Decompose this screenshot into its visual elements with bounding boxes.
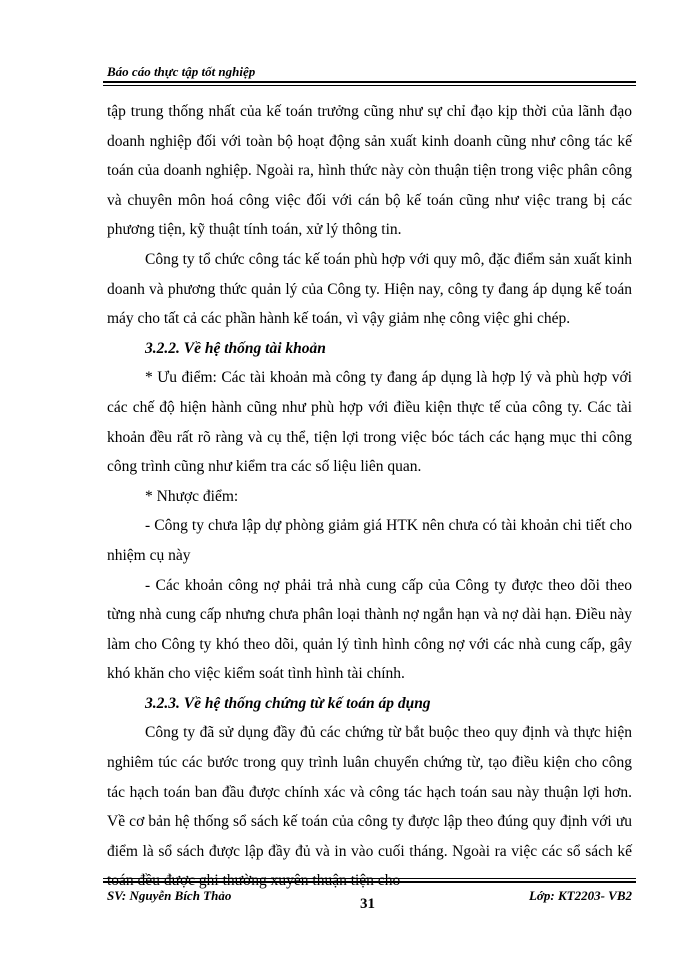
footer-class-code: Lớp: KT2203- VB2 <box>528 888 632 903</box>
section-heading-3-2-3: 3.2.3. Về hệ thống chứng từ kế toán áp dụng <box>145 694 431 712</box>
paragraph-accounting-organization: Công ty tổ chức công tác kế toán phù hợp với quy mô, đặc điểm sản xuất kinh doanh và phương thức quản lý của Công ty. Hiện nay, công ty đang áp dụng kế toán máy cho tất cả các phần hành kế toán, vì vậy giảm nhẹ công việc ghi chép. <box>107 250 632 328</box>
footer-rule-thin <box>103 878 636 879</box>
header-rule-thick <box>103 81 636 83</box>
document-body <box>107 97 632 896</box>
paragraph-disadvantage-1: - Công ty chưa lập dự phòng giảm giá HTK nên chưa có tài khoản chi tiết cho nhiệm cụ này <box>107 517 632 564</box>
footer-rule-thick <box>103 881 636 883</box>
paragraph-advantages: * Ưu điểm: Các tài khoản mà công ty đang áp dụng là hợp lý và phù hợp với các chế độ hiện hành cũng như phù hợp với điều kiện thực tế của công ty. Các tài khoản đều rất rõ ràng và cụ thể, tiện lợi trong việc bóc tách các hạng mục thi công công trình cũng như kiểm tra các số liệu liên quan. <box>107 369 632 476</box>
footer-student-name: SV: Nguyễn Bích Thảo <box>107 888 232 903</box>
paragraph-disadvantages-label: * Nhược điểm: <box>145 487 239 505</box>
section-heading-3-2-2: 3.2.2. Về hệ thống tài khoản <box>145 339 326 357</box>
paragraph-documents: Công ty đã sử dụng đầy đủ các chứng từ bắt buộc theo quy định và thực hiện nghiêm túc các bước trong quy trình luân chuyển chứng từ, tạo điều kiện cho công tác hạch toán ban đầu được chính xác và công tác hạch toán sau này thuận lợi hơn. Về cơ bản hệ thống sổ sách kế toán của công ty được lập theo đúng quy định với ưu điểm là sổ sách được lập đầy đủ và in vào cuối tháng. Ngoài ra việc các sổ sách kế <box>107 724 632 860</box>
page-footer <box>107 888 632 918</box>
header-rule-thin <box>103 85 636 86</box>
page-number: 31 <box>360 896 375 912</box>
running-header-title: Báo cáo thực tập tốt nghiệp <box>107 64 256 79</box>
paragraph-continuation: tập trung thống nhất của kế toán trưởng cũng như sự chỉ đạo kịp thời của lãnh đạo doanh nghiệp đối với toàn bộ hoạt động sản xuất kinh doanh cũng như công tác kế toán của doanh nghiệp. Ngoài ra, hình thức này còn thuận tiện trong việc phân công và chuyên môn hoá công việc đối với cán bộ kế toán cũng như việc trang bị các phương tiện, kỹ thuật tính toán, xử lý thông tin. <box>107 103 632 239</box>
paragraph-disadvantage-2: - Các khoản công nợ phải trả nhà cung cấp của Công ty được theo dõi theo từng nhà cung cấp nhưng chưa phân loại thành nợ ngắn hạn và nợ dài hạn. Điều này làm cho Công ty khó theo dõi, quản lý tình hình công nợ với các nhà cung cấp, gây khó khăn cho việc kiểm soát tình hình tài chính. <box>107 576 632 683</box>
